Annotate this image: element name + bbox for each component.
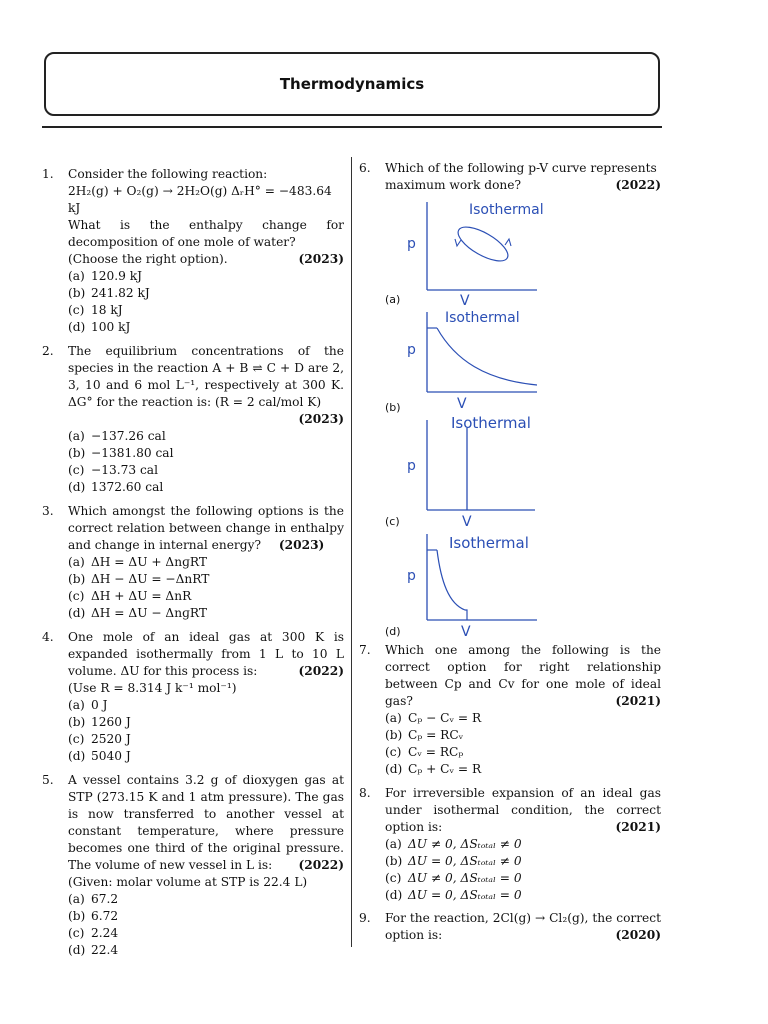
option-a[interactable]: (a) −137.26 cal [68,429,166,443]
option-d[interactable]: (d) 22.4 [68,943,119,957]
axis-label-v: V [462,514,472,530]
year-badge: (2023) [278,538,325,552]
graph-title: Isothermal [469,202,544,218]
question-1: 1. Consider the following reaction: 2H₂(g) + O₂(g) → 2H₂O(g) ΔᵣH° = −483.64 kJ What is the enthalpy change for decomposition of one mole of water? (Choose the right option). (2023) (a) 120.9 kJ (b) 241.82 kJ (c) 18 kJ (d) 100 kJ [42,167,344,334]
question-7: 7. Which one among the following is the correct option for right relationship between Cp and Cv for one mole of ideal gas? (2021) (a) Cₚ − Cᵥ = R (b) Cₚ = RCᵥ (c) Cᵥ = RCₚ (d) Cₚ + Cᵥ = R [359,643,661,776]
option-b[interactable]: (b) 1260 J [68,715,131,729]
option-c[interactable]: (c) 18 kJ [68,303,123,317]
option-c[interactable]: (c) 2520 J [68,732,131,746]
pv-graph-cyclic [407,200,565,309]
question-4: 4. One mole of an ideal gas at 300 K is expanded isothermally from 1 L to 10 L volume. ΔU for this process is: (2022) (Use R = 8.314 J k⁻¹ mol⁻¹) (a) 0 J (b) 1260 J (c) 2520 J (d) 5040 J [42,630,344,763]
option-b[interactable]: (b) ΔU = 0, ΔSₜₒₜₐₗ ≠ 0 [385,854,522,868]
option-d[interactable]: (d) Cₚ + Cᵥ = R [385,762,482,776]
axis-label-v: V [461,624,471,640]
option-a[interactable]: (a) 120.9 kJ [68,269,143,283]
arrow-icon [455,239,461,246]
option-c[interactable]: (c) 2.24 [68,926,119,940]
option-a[interactable]: (a) 0 J [68,698,108,712]
year-badge: (2022) [298,664,344,678]
option-b[interactable]: (b) 241.82 kJ [68,286,150,300]
year-badge: (2021) [615,820,661,834]
axis-label-p: p [407,568,416,584]
option-c[interactable]: (c) Cᵥ = RCₚ [385,745,464,759]
right-column [359,160,661,944]
title-box [44,52,660,116]
option-b[interactable]: (b) ΔH − ΔU = −ΔnRT [68,572,210,586]
option-c[interactable]: (c) −13.73 cal [68,463,158,477]
arrow-icon [505,239,511,246]
question-2: 2. The equilibrium concentrations of the species in the reaction A + B ⇌ C + D are 2, 3, 10 and 6 mol L⁻¹, respectively at 300 K. ΔG° for the reaction is: (R = 2 cal/mol K) (2023) (a) −137.26 cal (b) −1381.80 cal (c) −13.73 cal (d) 1372.60 cal [42,344,344,494]
option-d[interactable]: (d) 5040 J [68,749,131,763]
axis-label-v: V [460,293,470,309]
option-d[interactable]: (d) 1372.60 cal [68,480,164,494]
graph-option-c[interactable]: (c) Isothermal p V [385,418,661,530]
option-c[interactable]: (c) ΔU ≠ 0, ΔSₜₒₜₐₗ = 0 [385,871,522,885]
axis-label-v: V [457,396,467,412]
graph-title: Isothermal [451,414,531,432]
option-b[interactable]: (b) Cₚ = RCᵥ [385,728,464,742]
graph-option-d[interactable]: (d) Isothermal p V [385,532,661,640]
column-divider [351,157,352,947]
year-badge: (2023) [298,252,344,266]
isotherm-curve [437,328,537,385]
option-c[interactable]: (c) ΔH + ΔU = ΔnR [68,589,192,603]
pv-graph-step-curve [407,532,565,640]
year-badge: (2022) [615,178,661,192]
option-a[interactable]: (a) Cₚ − Cᵥ = R [385,711,482,725]
page-title: Thermodynamics [279,75,425,93]
isotherm-curve [437,550,467,620]
option-b[interactable]: (b) −1381.80 cal [68,446,174,460]
year-badge: (2021) [615,694,661,708]
option-d[interactable]: (d) ΔU = 0, ΔSₜₒₜₐₗ = 0 [385,888,522,902]
cyclic-loop [453,220,512,267]
axis-label-p: p [407,342,416,358]
option-d[interactable]: (d) 100 kJ [68,320,131,334]
question-5: 5. A vessel contains 3.2 g of dioxygen gas at STP (273.15 K and 1 atm pressure). The gas is now transferred to another vessel at constant temperature, where pressure becomes one third of the original pressure. The volume of new vessel in L is: (2022) (Given: molar volume at STP is 22.4 L) (a) 67.2 (b) 6.72 (c) 2.24 (d) 22.4 [42,773,344,957]
question-6: 6. Which of the following p-V curve represents maximum work done? (2022) [359,161,661,192]
year-badge: (2023) [298,412,344,426]
year-badge: (2022) [298,858,344,872]
option-d[interactable]: (d) ΔH = ΔU − ΔnɡRT [68,606,207,620]
pv-graph-isothermal-curve [407,310,565,416]
left-column [42,166,344,959]
question-3: 3. Which amongst the following options is the correct relation between change in enthalpy and change in internal energy? (2023) (a) ΔH = ΔU + ΔnɡRT (b) ΔH − ΔU = −ΔnRT (c) ΔH + ΔU = ΔnR (d) ΔH = ΔU − ΔnɡRT [42,504,344,620]
header-rule [42,126,662,128]
graph-option-a[interactable]: (a) Isothermal p V [385,200,661,308]
option-b[interactable]: (b) 6.72 [68,909,119,923]
question-8: 8. For irreversible expansion of an ideal gas under isothermal condition, the correct option is: (2021) (a) ΔU ≠ 0, ΔSₜₒₜₐₗ ≠ 0 (b) ΔU = 0, ΔSₜₒₜₐₗ ≠ 0 (c) ΔU ≠ 0, ΔSₜₒₜₐₗ = 0 (d) ΔU = 0, ΔSₜₒₜₐₗ = 0 [359,786,661,902]
pv-graph-vertical-line [407,414,565,530]
year-badge: (2020) [615,928,661,942]
graph-title: Isothermal [449,534,529,552]
question-9: 9. For the reaction, 2Cl(g) → Cl₂(g), the correct option is: (2020) [359,911,661,942]
option-a[interactable]: (a) 67.2 [68,892,119,906]
graph-title: Isothermal [445,310,520,326]
axis-label-p: p [407,458,416,474]
option-a[interactable]: (a) ΔH = ΔU + ΔnɡRT [68,555,207,569]
axis-label-p: p [407,236,416,252]
graph-option-b[interactable]: (b) Isothermal p V [385,310,661,416]
option-a[interactable]: (a) ΔU ≠ 0, ΔSₜₒₜₐₗ ≠ 0 [385,837,522,851]
